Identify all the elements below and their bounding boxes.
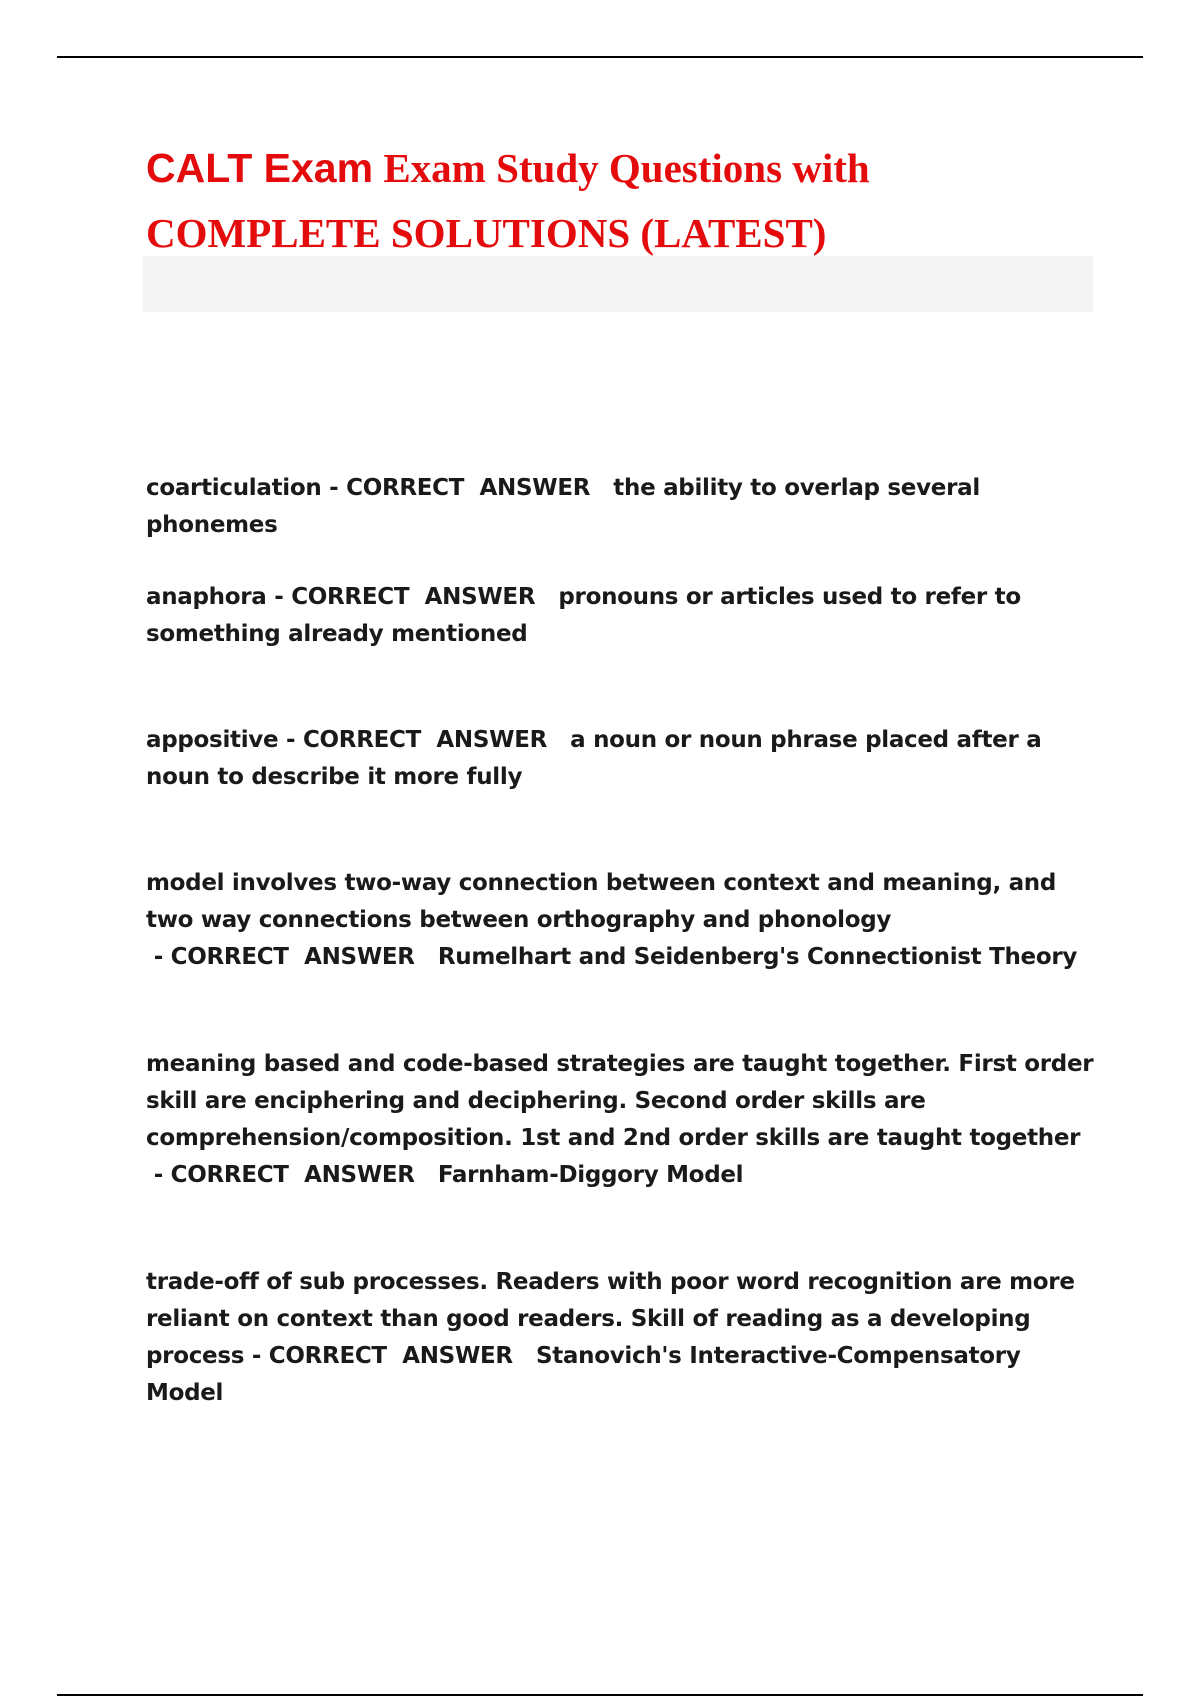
qa-separator: - CORRECT ANSWER <box>321 475 614 501</box>
qa-item <box>146 865 1096 976</box>
title-line-1 <box>146 140 1076 205</box>
qa-separator: - CORRECT ANSWER <box>266 584 559 610</box>
qa-separator: - CORRECT ANSWER <box>244 1343 536 1369</box>
qa-answer: Stanovich's Interactive-Compensatory Model <box>146 1343 1021 1406</box>
qa-term: model involves two-way connection between context and meaning, and two way connections between orthography and phonology <box>146 870 1057 933</box>
qa-answer: pronouns or articles used to refer to something already mentioned <box>146 584 1021 647</box>
title-line-2: COMPLETE SOLUTIONS (LATEST) <box>146 210 827 256</box>
qa-term: trade-off of sub processes. Readers with poor word recognition are more reliant on context than good readers. Skill of reading as a developing process <box>146 1269 1075 1369</box>
qa-term: anaphora <box>146 584 267 610</box>
qa-answer: Farnham-Diggory Model <box>437 1162 744 1188</box>
qa-item <box>146 1046 1096 1194</box>
document-title <box>146 140 1076 261</box>
gray-band <box>143 256 1093 312</box>
qa-term: coarticulation <box>146 475 322 501</box>
qa-term: meaning based and code-based strategies are taught together. First order skill are enciphering and deciphering. Second order skills are comprehension/composition. 1st and 2nd order skills are taught together <box>146 1051 1094 1151</box>
qa-separator: - CORRECT ANSWER <box>278 727 571 753</box>
top-rule <box>57 56 1143 58</box>
qa-term: appositive <box>146 727 279 753</box>
qa-separator: - CORRECT ANSWER <box>146 944 438 970</box>
qa-item <box>146 1264 1096 1412</box>
qa-item <box>146 722 1096 796</box>
qa-answer: Rumelhart and Seidenberg's Connectionist Theory <box>437 944 1078 970</box>
qa-item <box>146 470 1096 544</box>
qa-answer: a noun or noun phrase placed after a noun to describe it more fully <box>146 727 1042 790</box>
title-part-2: Exam Study Questions with <box>373 145 870 191</box>
qa-answer: the ability to overlap several phonemes <box>146 475 980 538</box>
qa-item <box>146 579 1096 653</box>
bottom-rule <box>57 1694 1143 1696</box>
title-part-1: CALT Exam <box>146 145 374 191</box>
qa-separator: - CORRECT ANSWER <box>146 1162 438 1188</box>
